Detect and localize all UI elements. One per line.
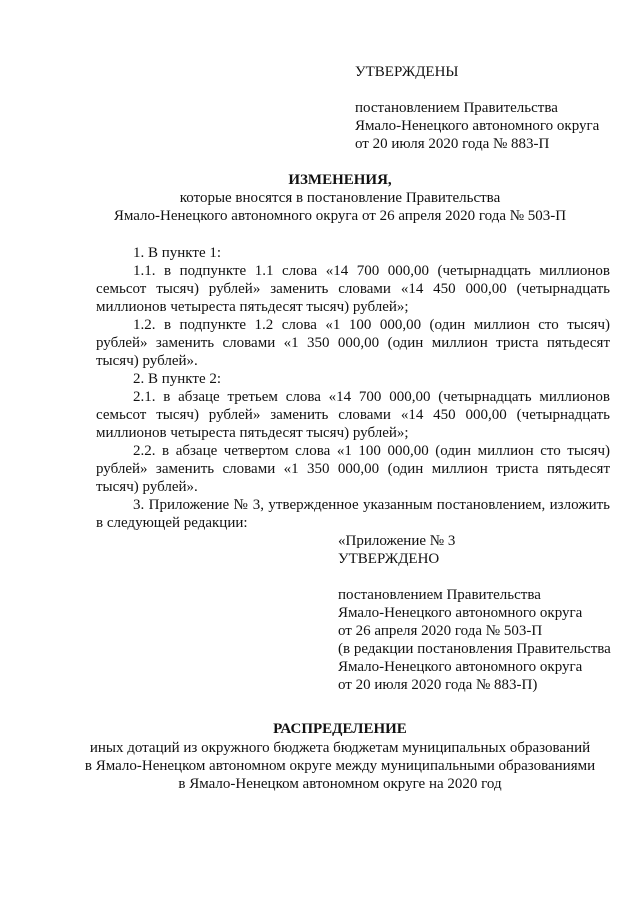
paragraph-2: 2. В пункте 2: [133,371,222,387]
distribution-line: в Ямало-Ненецком автономном округе на 2020 год [178,776,502,792]
paragraph-2-2-line: рублей» заменить словами «1 350 000,00 (один миллион триста пятьдесят [96,461,610,477]
appendix-line: Ямало-Ненецкого автономного округа [338,605,583,621]
paragraph-1: 1. В пункте 1: [133,245,222,261]
paragraph-2-1-line: семьсот тысяч) рублей» заменить словами «14 450 000,00 (четырнадцать [96,407,610,423]
distribution-title: РАСПРЕДЕЛЕНИЕ [273,721,407,737]
distribution-line: в Ямало-Ненецком автономном округе между муниципальными образованиями [84,758,596,774]
appendix-approved: УТВЕРЖДЕНО [338,551,440,567]
paragraph-1-1-line: семьсот тысяч) рублей» заменить словами «14 450 000,00 (четырнадцать [96,281,610,297]
paragraph-1-2-line: 1.2. в подпункте 1.2 слова «1 100 000,00 (один миллион сто тысяч) [133,317,610,333]
paragraph-2-1-line: 2.1. в абзаце третьем слова «14 700 000,00 (четырнадцать миллионов [133,389,610,405]
appendix-line: Ямало-Ненецкого автономного округа [338,659,583,675]
paragraph-3-line: в следующей редакции: [96,515,248,531]
appendix-label: «Приложение № 3 [338,533,456,549]
distribution-line: иных дотаций из окружного бюджета бюджетам муниципальных образований [89,740,591,756]
changes-subtitle: Ямало-Ненецкого автономного округа от 26 апреля 2020 года № 503-П [113,208,567,224]
paragraph-2-2-line: 2.2. в абзаце четвертом слова «1 100 000,00 (один миллион сто тысяч) [133,443,610,459]
changes-title: ИЗМЕНЕНИЯ, [288,172,392,188]
approval-line: Ямало-Ненецкого автономного округа [355,118,600,134]
approval-line: постановлением Правительства [355,100,558,116]
changes-subtitle: которые вносятся в постановление Правительства [179,190,501,206]
paragraph-2-2-line: тысяч) рублей». [96,479,198,495]
approval-heading: УТВЕРЖДЕНЫ [355,64,459,80]
paragraph-1-1-line: миллионов четыреста пятьдесят тысяч) рублей»; [96,299,409,315]
paragraph-1-2-line: тысяч) рублей». [96,353,198,369]
approval-line: от 20 июля 2020 года № 883-П [355,136,550,152]
paragraph-2-1-line: миллионов четыреста пятьдесят тысяч) рублей»; [96,425,409,441]
paragraph-1-1-line: 1.1. в подпункте 1.1 слова «14 700 000,00 (четырнадцать миллионов [133,263,610,279]
paragraph-1-2-line: рублей» заменить словами «1 350 000,00 (один миллион триста пятьдесят [96,335,610,351]
appendix-line: постановлением Правительства [338,587,541,603]
appendix-line: (в редакции постановления Правительства [338,641,611,657]
appendix-line: от 26 апреля 2020 года № 503-П [338,623,543,639]
appendix-line: от 20 июля 2020 года № 883-П) [338,677,538,693]
paragraph-3-line: 3. Приложение № 3, утвержденное указанным постановлением, изложить [133,497,610,513]
